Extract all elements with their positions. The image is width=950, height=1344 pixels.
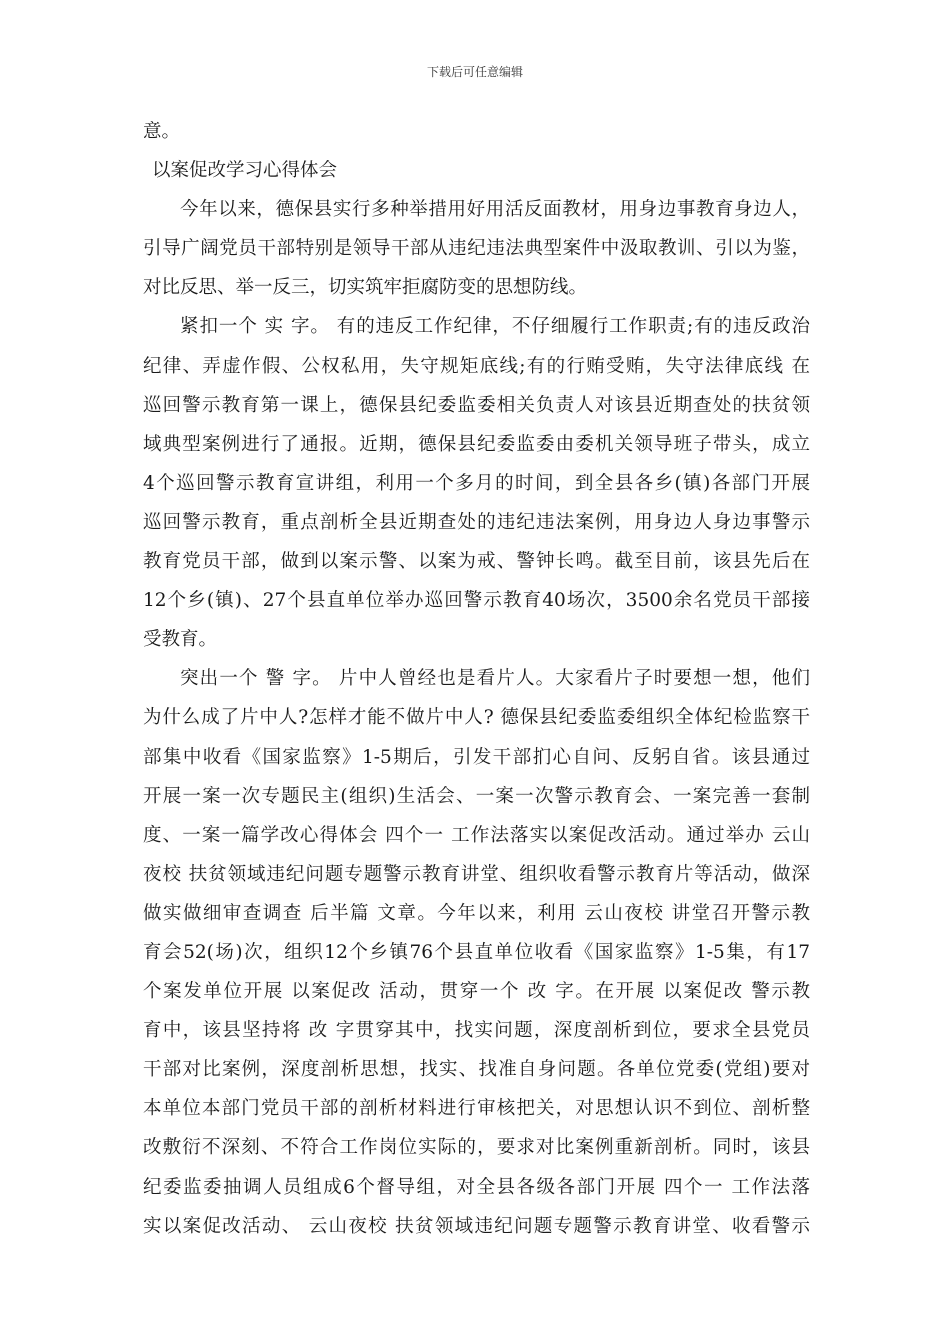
text-line: 实以案促改活动、 云山夜校 扶贫领域违纪问题专题警示教育讲堂、收看警示 xyxy=(143,1215,810,1237)
text-line: 引导广阔党员干部特别是领导干部从违纪违法典型案件中汲取教训、引以为鉴， xyxy=(143,238,810,260)
text-line: 突出一个 警 字。 片中人曾经也是看片人。大家看片子时要想一想，他们 xyxy=(180,668,810,690)
text-line: 巡回警示教育，重点剖析全县近期查处的违纪违法案例，用身边人身边事警示 xyxy=(143,511,810,533)
text-line: 改敷衍不深刻、不符合工作岗位实际的，要求对比案例重新剖析。同时，该县 xyxy=(143,1137,810,1159)
text-line: 对比反思、举一反三，切实筑牢拒腐防变的思想防线。 xyxy=(143,277,588,299)
text-line: 4个巡回警示教育宣讲组，利用一个多月的时间，到全县各乡(镇)各部门开展 xyxy=(143,472,810,494)
section-title: 以案促改学习心得体会 xyxy=(152,160,338,182)
text-line: 干部对比案例，深度剖析思想，找实、找准自身问题。各单位党委(党组)要对 xyxy=(143,1059,810,1081)
text-line: 个案发单位开展 以案促改 活动，贯穿一个 改 字。在开展 以案促改 警示教 xyxy=(143,981,810,1003)
text-line: 受教育。 xyxy=(143,629,218,651)
document-body xyxy=(143,112,810,1246)
text-line: 意。 xyxy=(143,121,181,142)
text-line: 紧扣一个 实 字。 有的违反工作纪律，不仔细履行工作职责;有的违反政治 xyxy=(180,316,810,338)
text-line: 做实做细审查调查 后半篇 文章。今年以来，利用 云山夜校 讲堂召开警示教 xyxy=(143,902,810,924)
text-line: 纪委监委抽调人员组成6个督导组，对全县各级各部门开展 四个一 工作法落 xyxy=(143,1176,810,1198)
text-line: 育会52(场)次，组织12个乡镇76个县直单位收看《国家监察》1-5集，有17 xyxy=(143,941,810,963)
text-line: 部集中收看《国家监察》1-5期后，引发干部扪心自问、反躬自省。该县通过 xyxy=(143,746,810,768)
text-line: 今年以来，德保县实行多种举措用好用活反面教材，用身边事教育身边人， xyxy=(180,199,810,221)
text-line: 夜校 扶贫领域违纪问题专题警示教育讲堂、组织收看警示教育片等活动，做深 xyxy=(143,863,810,885)
text-line: 为什么成了片中人?怎样才能不做片中人? 德保县纪委监委组织全体纪检监察干 xyxy=(143,707,810,729)
text-line: 教育党员干部，做到以案示警、以案为戒、警钟长鸣。截至目前，该县先后在 xyxy=(143,551,810,573)
text-line: 12个乡(镇)、27个县直单位举办巡回警示教育40场次，3500余名党员干部接 xyxy=(143,590,810,612)
text-line: 域典型案例进行了通报。近期，德保县纪委监委由委机关领导班子带头，成立 xyxy=(143,433,810,455)
text-line: 育中，该县坚持将 改 字贯穿其中，找实问题，深度剖析到位，要求全县党员 xyxy=(143,1020,810,1042)
text-line: 纪律、弄虚作假、公权私用，失守规矩底线;有的行贿受贿，失守法律底线 在 xyxy=(143,355,810,377)
page-header-note: 下载后可任意编辑 xyxy=(426,65,523,79)
text-line: 本单位本部门党员干部的剖析材料进行审核把关，对思想认识不到位、剖析整 xyxy=(143,1098,810,1120)
text-line: 开展一案一次专题民主(组织)生活会、一案一次警示教育会、一案完善一套制 xyxy=(143,785,810,807)
text-line: 巡回警示教育第一课上，德保县纪委监委相关负责人对该县近期查处的扶贫领 xyxy=(143,394,810,416)
text-line: 度、一案一篇学改心得体会 四个一 工作法落实以案促改活动。通过举办 云山 xyxy=(143,824,810,846)
